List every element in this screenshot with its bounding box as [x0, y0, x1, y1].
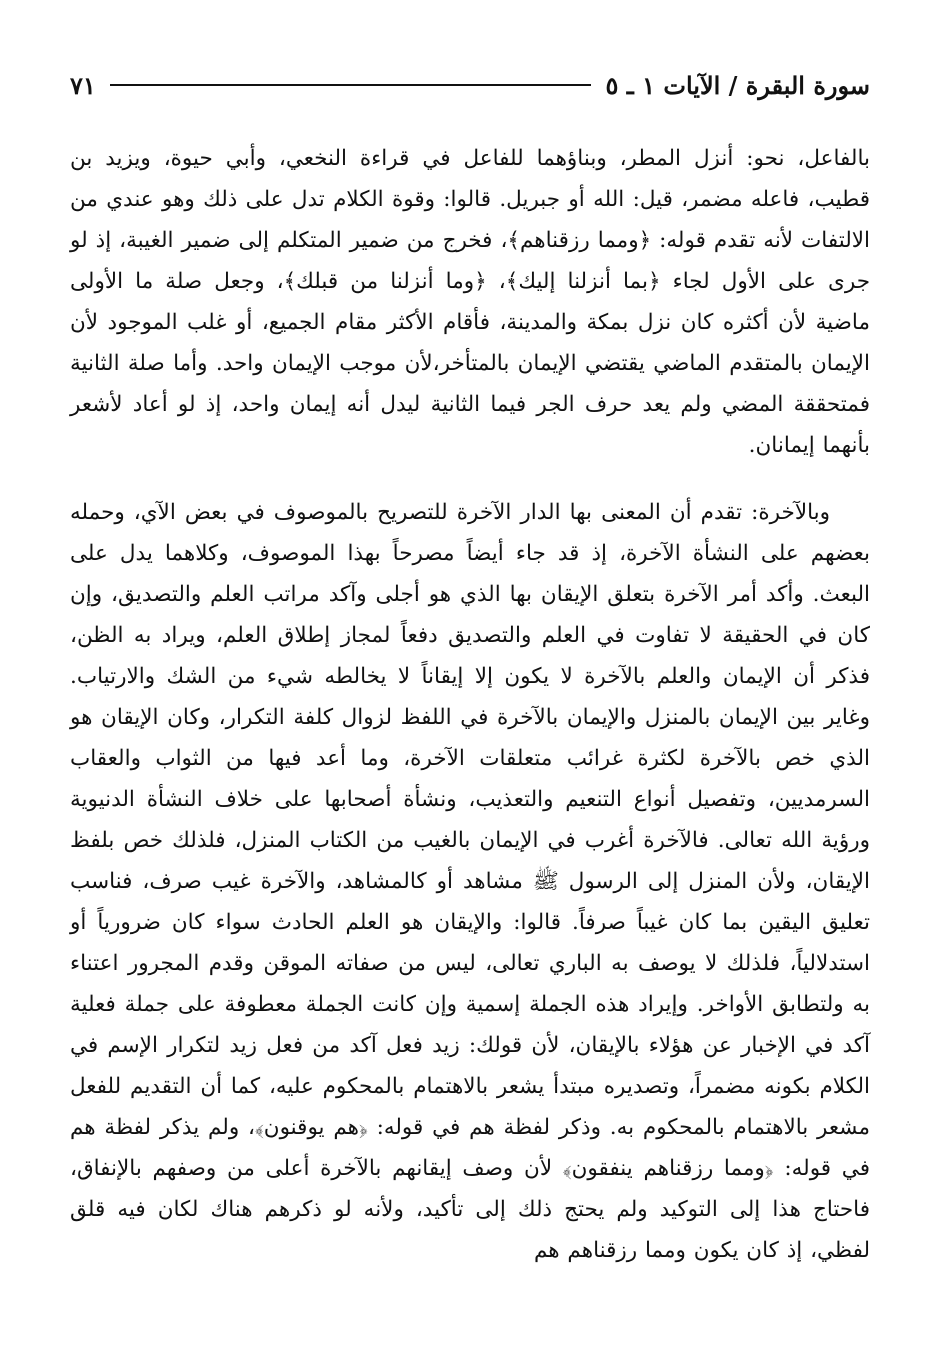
book-page: [70, 60, 870, 1300]
page-header: [70, 60, 870, 110]
paragraph-1: بالفاعل، نحو: أنزل المطر، وبناؤهما للفاعل في قراءة النخعي، وأبي حيوة، ويزيد بن قطيب، فاعله مضمر، قيل: الله أو جبريل. قالوا: وقوة الكلام تدل على ذلك وهو عندي من الالتفات لأنه تقدم قوله: ﴿ومما رزقناهم﴾، فخرج من ضمير المتكلم إلى ضمير الغيبة، إذ لو جرى على الأول لجاء ﴿بما أنزلنا إليك﴾، ﴿وما أنزلنا من قبلك﴾، وجعل صلة ما الأولى ماضية لأن أكثره كان نزل بمكة والمدينة، فأقام الأكثر مقام الجميع، أو غلب الموجود لأن الإيمان بالمتقدم الماضي يقتضي الإيمان بالمتأخر،لأن موجب الإيمان واحد. وأما صلة الثانية فمتحققة المضي ولم يعد حرف الجر فيما الثانية ليدل أنه إيمان واحد، إذ لو أعاد لأشعر بأنهما إيمانان.: [70, 146, 870, 458]
running-title: سورة البقرة / الآيات ١ ـ ٥: [605, 70, 870, 100]
page-number: ٧١: [70, 70, 96, 100]
header-rule: [110, 84, 592, 86]
paragraph-2: وبالآخرة: تقدم أن المعنى بها الدار الآخرة للتصريح بالموصوف في بعض الآي، وحمله بعضهم على النشأة الآخرة، إذ قد جاء أيضاً مصرحاً بهذا الموصوف، وكلاهما يدل على البعث. وأكد أمر الآخرة بتعلق الإيقان بها الذي هو أجلى وآكد مراتب العلم والتصديق، وإن كان في الحقيقة لا تفاوت في العلم والتصديق دفعاً لمجاز إطلاق العلم، ويراد به الظن، فذكر أن الإيمان والعلم بالآخرة لا يكون إلا إيقاناً لا يخالطه شيء من الشك والارتياب. وغاير بين الإيمان بالمنزل والإيمان بالآخرة في اللفظ لزوال كلفة التكرار، وكان الإيقان هو الذي خص بالآخرة لكثرة غرائب متعلقات الآخرة، وما أعد فيها من الثواب والعقاب السرمديين، وتفصيل أنواع التنعيم والتعذيب، ونشأة أصحابها على خلاف النشأة الدنيوية ورؤية الله تعالى. فالآخرة أغرب في الإيمان بالغيب من الكتاب المنزل، فلذلك خص بلفظ الإيقان، ولأن المنزل إلى الرسول ﷺ مشاهد أو كالمشاهد، والآخرة غيب صرف، فناسب تعليق اليقين بما كان غيباً صرفاً. قالوا: والإيقان هو العلم الحادث سواء كان ضرورياً أو استدلالياً، فلذلك لا يوصف به الباري تعالى، ليس من صفاته الموقن وقدم المجرور اعتناء به ولتطابق الأواخر. وإيراد هذه الجملة إسمية وإن كانت الجملة معطوفة على جملة فعلية آكد في الإخبار عن هؤلاء بالإيقان، لأن قولك: زيد فعل آكد من فعل زيد لتكرار الإسم في الكلام بكونه مضمراً، وتصديره مبتدأ يشعر بالاهتمام بالمحكوم عليه، كما أن التقديم للفعل مشعر بالاهتمام بالمحكوم به. وذكر لفظة هم في قوله: ﴿هم يوقنون﴾، ولم يذكر لفظة هم في قوله: ﴿ومما رزقناهم ينفقون﴾ لأن وصف إيقانهم بالآخرة أعلى من وصفهم بالإنفاق، فاحتاج هذا إلى التوكيد ولم يحتج ذلك إلى تأكيد، ولأنه لو ذكرهم هناك لكان فيه قلق لفظي، إذ كان يكون ومما رزقناهم هم: [70, 500, 870, 1263]
